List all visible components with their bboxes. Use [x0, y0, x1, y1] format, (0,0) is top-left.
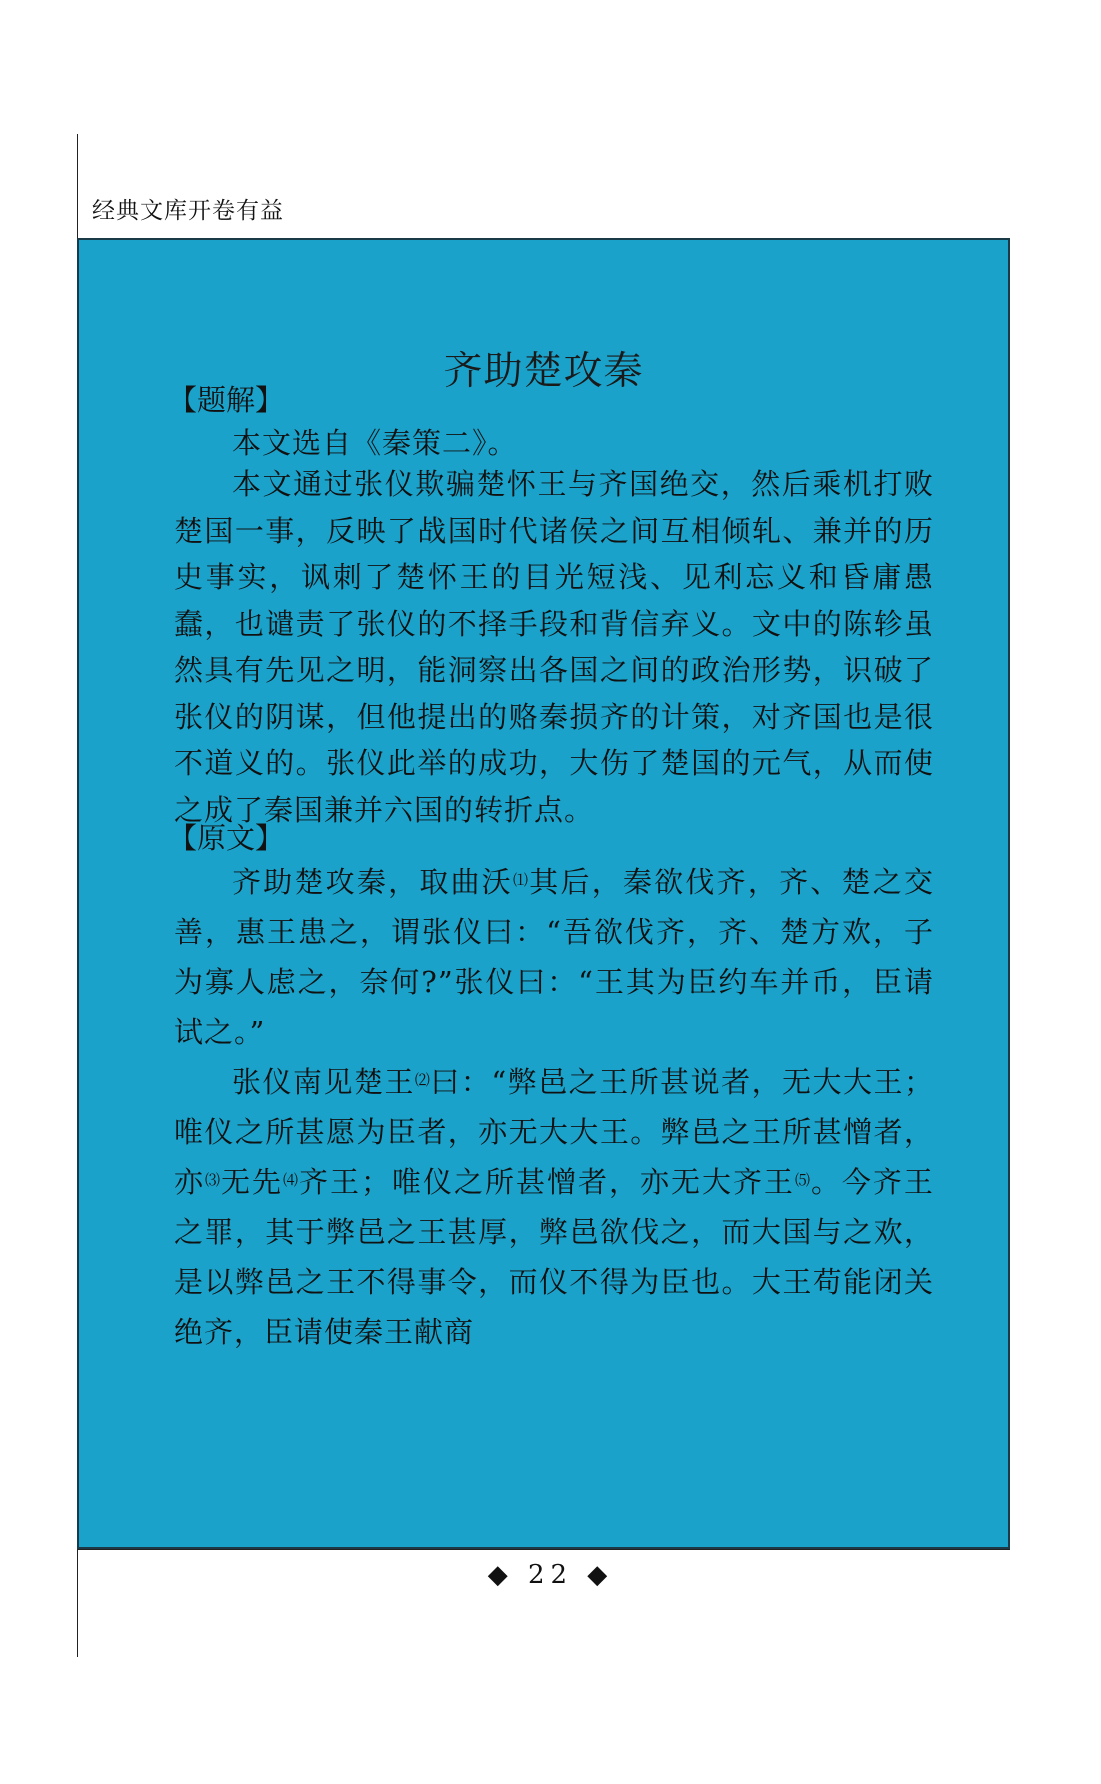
- text-segment: 齐助楚攻秦，取曲沃: [232, 865, 514, 899]
- footnote-marker: ⑴: [513, 871, 530, 889]
- section-heading-intro: 【题解】: [168, 383, 285, 417]
- page-number: ◆ 22 ◆: [487, 1560, 614, 1590]
- footnote-marker: ⑶: [205, 1171, 221, 1189]
- footer-rule: [77, 1549, 1010, 1550]
- footnote-marker: ⑷: [283, 1171, 299, 1189]
- footnote-marker: ⑵: [414, 1071, 431, 1089]
- series-title: 经典文库开卷有益: [92, 198, 284, 224]
- text-segment: 。今齐王之罪，其于弊邑之王甚厚，弊邑欲伐之，而大国与之欢，是以弊邑之王不得事令，而仪不得为臣也。大王苟能闭关绝齐，臣请使秦王献商: [174, 1165, 934, 1349]
- text-segment: 无先: [221, 1165, 283, 1199]
- text-segment: 张仪南见楚王: [232, 1065, 415, 1099]
- section-heading-original: 【原文】: [168, 821, 285, 855]
- article-panel: [77, 238, 1010, 1549]
- original-paragraph-2: [174, 1057, 934, 1357]
- text-segment: 其后，秦欲伐齐，齐、楚之交善，惠王患之，谓张仪曰：“吾欲伐齐，齐、楚方欢，子为寡人虑之，奈何?”张仪曰：“王其为臣约车并币，臣请试之。”: [174, 865, 934, 1049]
- intro-paragraph-source: 本文选自《秦策二》。: [232, 426, 518, 460]
- footnote-marker: ⑸: [794, 1171, 811, 1189]
- article-title: 齐助楚攻秦: [443, 349, 644, 394]
- text-segment: 齐王；唯仪之所甚憎者，亦无大齐王: [299, 1165, 795, 1199]
- intro-paragraph-summary: 本文通过张仪欺骗楚怀王与齐国绝交，然后乘机打败楚国一事，反映了战国时代诸侯之间互相倾轧、兼并的历史事实，讽刺了楚怀王的目光短浅、见利忘义和昏庸愚蠢，也谴责了张仪的不择手段和背信弃义。文中的陈轸虽然具有先见之明，能洞察出各国之间的政治形势，识破了张仪的阴谋，但他提出的赂秦损齐的计策，对齐国也是很不道义的。张仪此举的成功，大伤了楚国的元气，从而使之成了秦国兼并六国的转折点。: [174, 467, 934, 827]
- original-paragraph-1: [174, 857, 934, 1057]
- text-segment: 曰：“弊邑之王所甚说者，无大大王；唯仪之所甚愿为臣者，亦无大大王。弊邑之王所甚憎者，亦: [174, 1065, 934, 1199]
